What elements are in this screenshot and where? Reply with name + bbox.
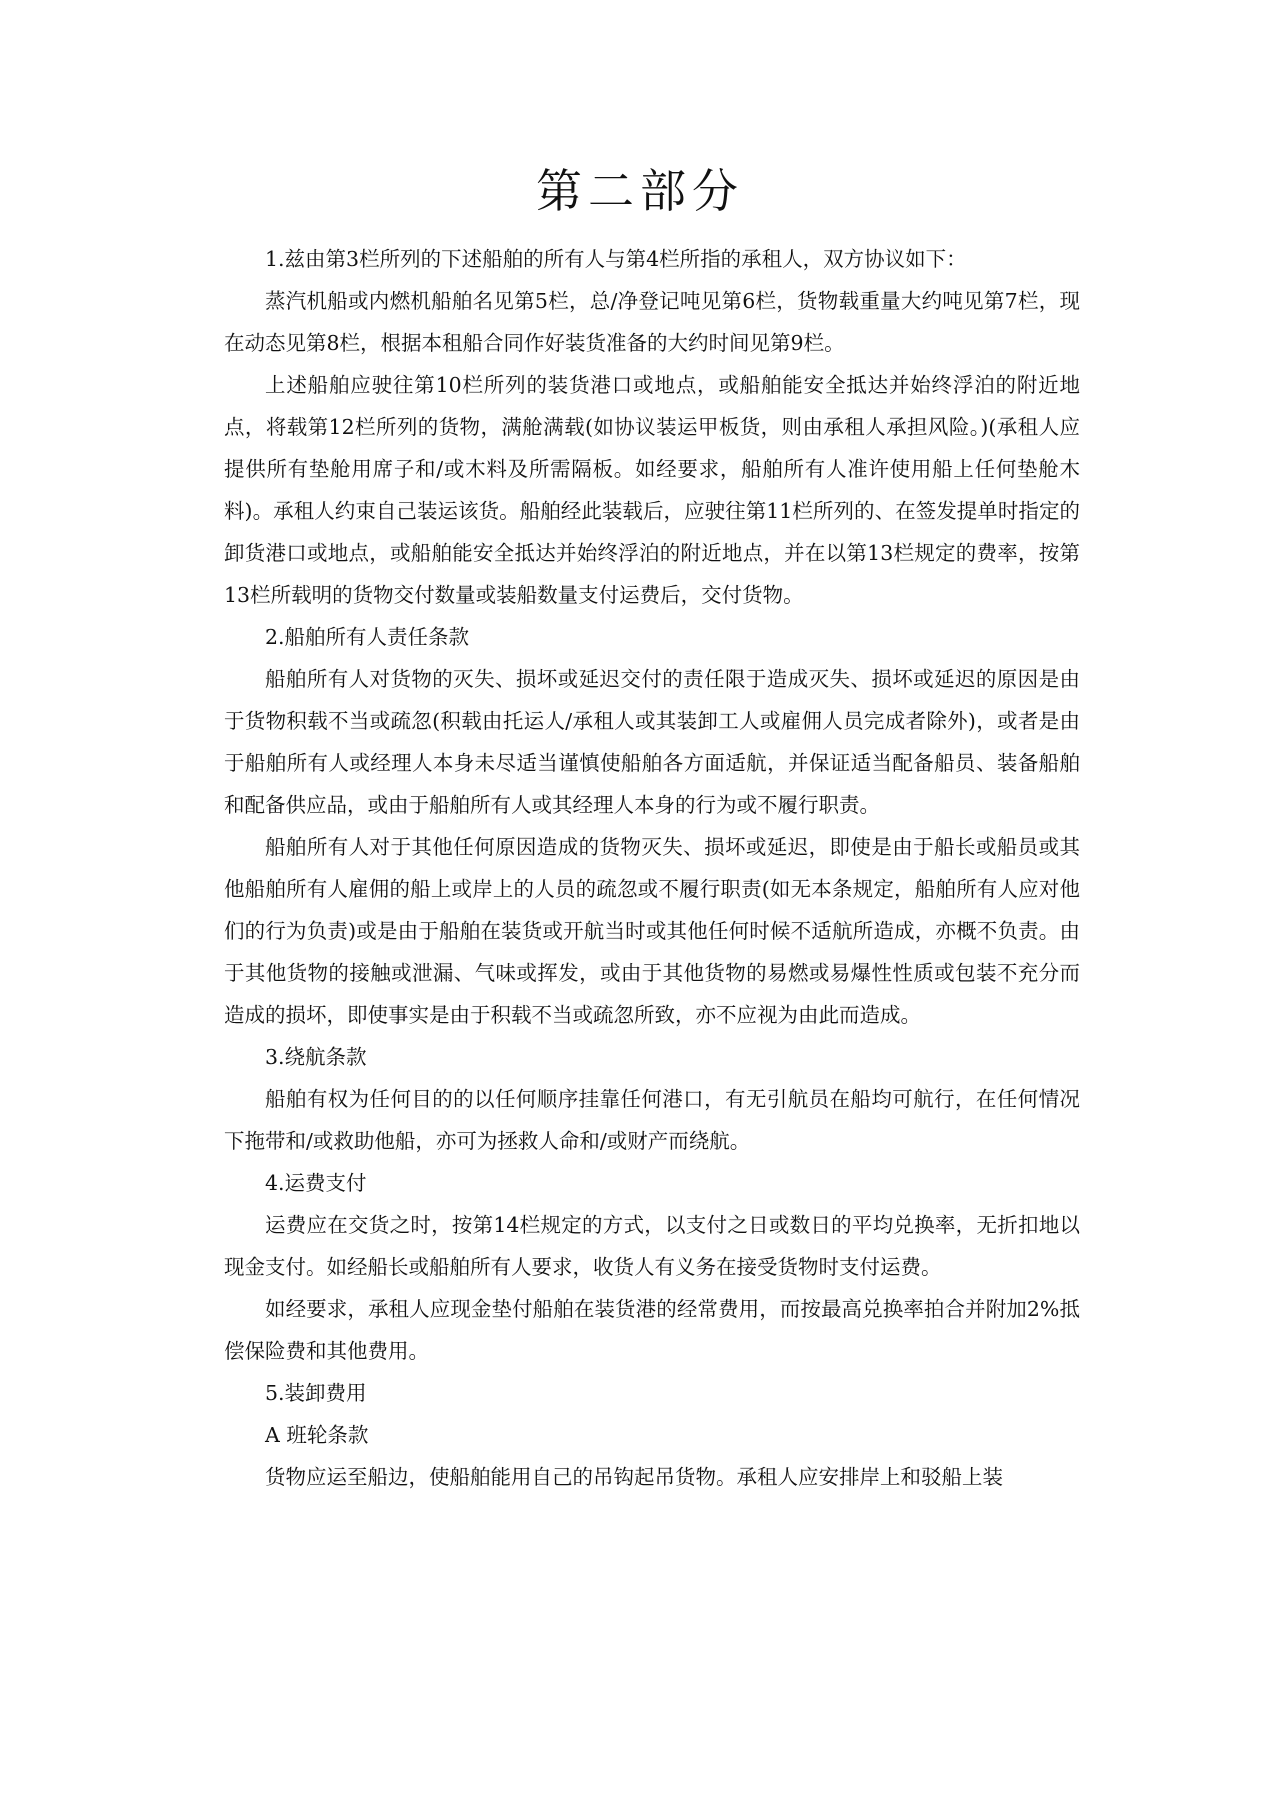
subsection-heading: A 班轮条款 xyxy=(265,1423,369,1447)
paragraph: 1.兹由第3栏所列的下述船舶的所有人与第4栏所指的承租人，双方协议如下： xyxy=(265,247,967,271)
paragraph: 货物应运至船边，使船舶能用自己的吊钩起吊货物。承租人应安排岸上和驳船上装 xyxy=(265,1465,1003,1489)
paragraph: 船舶有权为任何目的的以任何顺序挂靠任何港口，有无引航员在船均可航行，在任何情况下拖带和/或救助他船，亦可为拯救人命和/或财产而绕航。 xyxy=(224,1087,1080,1153)
section-heading: 5.装卸费用 xyxy=(265,1381,367,1405)
section-heading: 2.船舶所有人责任条款 xyxy=(265,625,470,649)
paragraph: 上述船舶应驶往第10栏所列的装货港口或地点，或船舶能安全抵达并始终浮泊的附近地点，将载第12栏所列的货物，满舱满载(如协议装运甲板货，则由承租人承担风险。)(承租人应提供所有垫舱用席子和/或木料及所需隔板。如经要求，船舶所有人准许使用船上任何垫舱木料)。承租人约束自己装运该货。船舶经此装载后，应驶往第11栏所列的、在签发提单时指定的卸货港口或地点，或船舶能安全抵达并始终浮泊的附近地点，并在以第13栏规定的费率，按第13栏所载明的货物交付数量或装船数量支付运费后，交付货物。 xyxy=(224,373,1080,607)
paragraph: 如经要求，承租人应现金垫付船舶在装货港的经常费用，而按最高兑换率拍合并附加2%抵偿保险费和其他费用。 xyxy=(224,1297,1080,1363)
paragraph: 船舶所有人对货物的灭失、损坏或延迟交付的责任限于造成灭失、损坏或延迟的原因是由于货物积载不当或疏忽(积载由托运人/承租人或其装卸工人或雇佣人员完成者除外)，或者是由于船舶所有人或经理人本身未尽适当谨慎使船舶各方面适航，并保证适当配备船员、装备船舶和配备供应品，或由于船舶所有人或其经理人本身的行为或不履行职责。 xyxy=(224,667,1080,817)
document-body xyxy=(224,238,1080,1498)
section-heading: 3.绕航条款 xyxy=(265,1045,367,1069)
section-heading: 4.运费支付 xyxy=(265,1171,367,1195)
paragraph: 运费应在交货之时，按第14栏规定的方式，以支付之日或数日的平均兑换率，无折扣地以现金支付。如经船长或船舶所有人要求，收货人有义务在接受货物时支付运费。 xyxy=(224,1213,1080,1279)
paragraph: 船舶所有人对于其他任何原因造成的货物灭失、损坏或延迟，即使是由于船长或船员或其他船舶所有人雇佣的船上或岸上的人员的疏忽或不履行职责(如无本条规定，船舶所有人应对他们的行为负责)或是由于船舶在装货或开航当时或其他任何时候不适航所造成，亦概不负责。由于其他货物的接触或泄漏、气味或挥发，或由于其他货物的易燃或易爆性性质或包装不充分而造成的损坏，即使事实是由于积载不当或疏忽所致，亦不应视为由此而造成。 xyxy=(224,835,1080,1027)
page-title: 第二部分 xyxy=(536,164,744,218)
paragraph: 蒸汽机船或内燃机船舶名见第5栏，总/净登记吨见第6栏，货物载重量大约吨见第7栏，现在动态见第8栏，根据本租船合同作好装货准备的大约时间见第9栏。 xyxy=(224,289,1080,355)
